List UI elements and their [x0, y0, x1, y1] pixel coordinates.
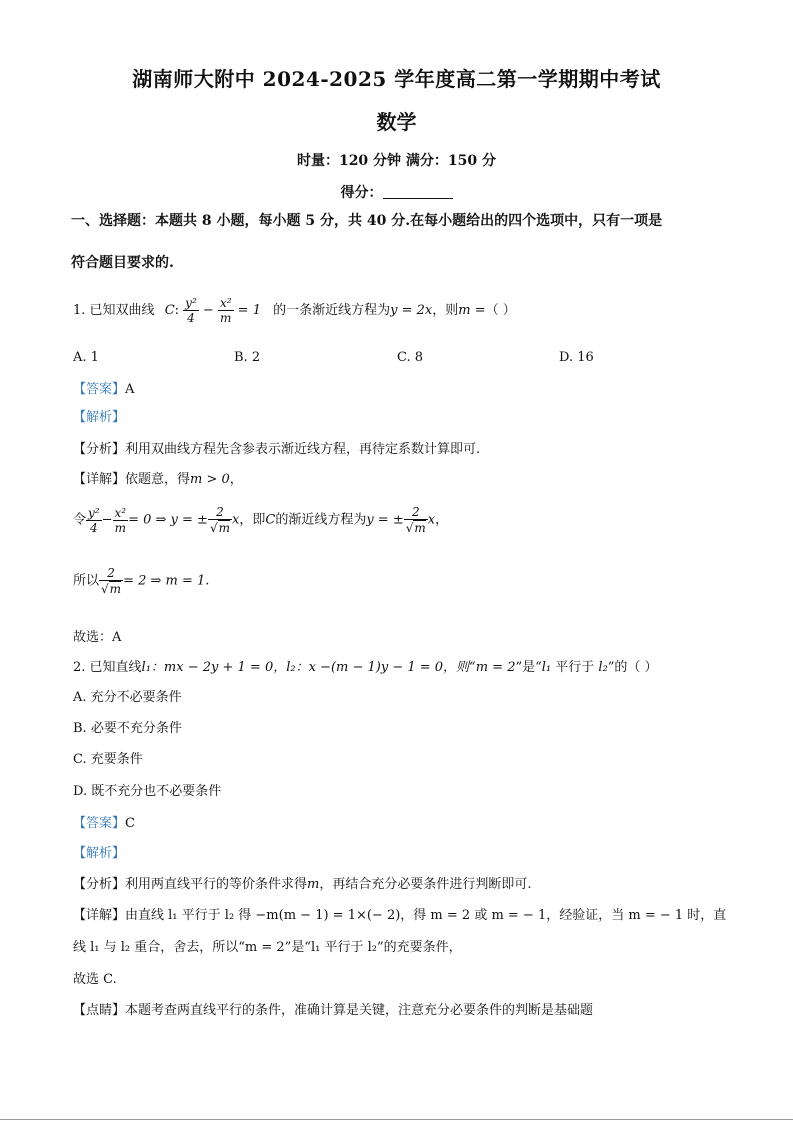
q1-end-comma: ， [435, 512, 449, 528]
q1-eq-zero: = 0 ⇒ y = ± [128, 512, 208, 528]
section-heading-line1: 一、选择题：本题共 8 小题，每小题 5 分，共 40 分.在每小题给出的四个选项中，只有一项是 [71, 213, 663, 229]
q1-curve-name: C [164, 303, 175, 318]
q2-l1: l₁ [141, 660, 151, 675]
q1-fenxi-tag: 【分析】 [73, 442, 126, 457]
q2-parallel: 平行于 [551, 660, 599, 675]
q2-l1b: l₁ [541, 660, 552, 675]
q2-option-d[interactable]: D. 既不充分也不必要条件 [73, 784, 222, 799]
q1-result-text: = 2 ⇒ m = 1. [123, 573, 210, 589]
subject-title: 数学 [376, 110, 417, 134]
q1-paren: （ ） [485, 303, 516, 318]
q2-answer [73, 815, 135, 833]
q1-derivation [73, 505, 448, 535]
q1-minus-b: − [101, 512, 113, 528]
q1-option-c[interactable]: C. 8 [397, 350, 424, 365]
q1-result [73, 566, 209, 596]
q1-detail-cond: m > 0 [190, 472, 230, 487]
q2-dianjing [73, 1002, 593, 1020]
q2-eq-l2: ：x −(m − 1)y − 1 = 0，则“ [295, 660, 476, 675]
page-title: 湖南师大附中 2024-2025 学年度高二第一学期期中考试 [132, 67, 661, 91]
q1-asym: y = 2x [390, 303, 433, 318]
q2-dianjing-tag: 【点睛】 [73, 1003, 126, 1018]
q2-l2: l₂ [286, 660, 296, 675]
q1-frac-result: $\frac{2}{√m}$ [101, 566, 122, 596]
score-field [0, 182, 793, 202]
q1-analysis-tag: 【解析】 [73, 410, 126, 425]
q1-xvar-b: x [427, 512, 436, 528]
q1-fenxi [73, 441, 480, 459]
q1-frac-y [183, 296, 199, 325]
q1-colon: : [174, 303, 180, 318]
q1-frac2-num: 2 [216, 505, 224, 519]
q2-detail-tag: 【详解】 [73, 908, 126, 923]
q1-x2-b: x² [114, 505, 127, 520]
q1-detail-text: 依题意，得 [125, 472, 191, 487]
q1-detail-tag: 【详解】 [73, 472, 126, 487]
section-heading-line2: 符合题目要求的. [71, 255, 174, 271]
q1-answer [73, 381, 134, 399]
q1-suoyi: 所以 [73, 573, 100, 589]
q1-option-a[interactable]: A. 1 [73, 350, 99, 365]
q2-mid: ”是“ [515, 660, 542, 675]
q2-option-b[interactable]: B. 必要不充分条件 [73, 721, 182, 736]
q1-ji-c: C [265, 512, 276, 528]
q1-answer-tag: 【答案】 [73, 382, 126, 397]
score-label: 得分： [340, 185, 383, 201]
q1-denm-b: m [113, 520, 129, 535]
q1-stem [73, 296, 516, 325]
score-blank[interactable] [383, 184, 453, 199]
q2-fenxi-text: 利用两直线平行的等价条件求得 [125, 877, 308, 892]
q2-answer-tag: 【答案】 [73, 816, 126, 831]
footer-divider [0, 1119, 793, 1120]
q1-x2: x² [219, 296, 232, 310]
q1-y-pm: y = ± [366, 512, 404, 528]
q1-detail-comma: ， [229, 472, 243, 487]
q1-mid: 的一条渐近线方程为 [273, 303, 391, 318]
q1-y2: y² [185, 296, 197, 310]
q1-sqrtm-b: m [414, 521, 426, 535]
q2-fenxi [73, 876, 532, 894]
q2-cond: m = 2 [475, 660, 516, 675]
q1-m-eq: m = [458, 303, 486, 318]
q1-den4-b: 4 [86, 520, 102, 535]
q1-minus: − [202, 303, 214, 318]
q1-y2-b: y² [88, 505, 100, 520]
q1-fenxi-text: 利用双曲线方程先含参表示渐近线方程，再待定系数计算即可. [125, 442, 481, 457]
q2-guxuan: 故选 C. [73, 972, 117, 987]
q2-fenxi-rest: ，再结合充分必要条件进行判断即可. [319, 877, 532, 892]
q2-analysis-tag: 【解析】 [73, 846, 126, 861]
q1-option-d[interactable]: D. 16 [559, 350, 594, 365]
q1-then: ，则 [432, 303, 459, 318]
q2-l2b: l₂ [598, 660, 608, 675]
q2-answer-value: C [125, 816, 135, 831]
q1-frac-x-2 [113, 506, 129, 535]
q1-frac2-num-c: 2 [107, 566, 115, 580]
time-info: 时量：120 分钟 满分：150 分 [296, 153, 497, 169]
q1-den4: 4 [183, 310, 199, 325]
q1-frac-y-2 [86, 506, 102, 535]
q2-stem-prefix: 2. 已知直线 [73, 660, 142, 675]
q1-xvar: x [232, 512, 240, 528]
q1-sqrtm-c: m [109, 582, 122, 596]
q2-stem [73, 659, 658, 677]
q2-option-c[interactable]: C. 充要条件 [73, 752, 143, 767]
q1-frac-x [218, 296, 234, 325]
q1-frac-2sqrtm: $\frac{2}{√m}$ [209, 505, 230, 535]
q1-guxuan: 故选：A [73, 630, 122, 645]
q2-fenxi-tag: 【分析】 [73, 877, 126, 892]
q2-option-a[interactable]: A. 充分不必要条件 [73, 690, 182, 705]
q2-detail-2: 线 l₁ 与 l₂ 重合，舍去，所以“m = 2”是“l₁ 平行于 l₂”的充要条件， [73, 940, 462, 955]
q2-fenxi-m: m [307, 877, 320, 892]
q1-ji: ，即 [239, 512, 266, 528]
q1-frac2-num-b: 2 [411, 505, 420, 519]
q2-detail-1 [73, 907, 726, 925]
q1-frac-2sqrtm-b: $\frac{2}{√m}$ [405, 505, 426, 535]
q2-end: ”的（ ） [607, 660, 658, 675]
q2-dianjing-text: 本题考查两直线平行的条件，准确计算是关键，注意充分必要条件的判断是基础题 [125, 1003, 594, 1018]
q1-sqrtm: m [218, 521, 230, 535]
q1-option-b[interactable]: B. 2 [234, 350, 261, 365]
q2-eq-l1: ：mx − 2y + 1 = 0， [150, 660, 287, 675]
q1-denm: m [218, 310, 234, 325]
q1-ji-rest: 的渐近线方程为 [275, 512, 367, 528]
q1-eq1: = 1 [237, 303, 261, 318]
q2-detail-line1: 由直线 l₁ 平行于 l₂ 得 −m(m − 1) = 1×(− 2)，得 m = 2 或 m = − 1，经验证，当 m = − 1 时，直 [125, 908, 727, 923]
q1-detail [73, 471, 243, 489]
q1-ling: 令 [73, 512, 87, 528]
q1-answer-value: A [125, 382, 135, 397]
q1-prefix: 1. 已知双曲线 [73, 303, 155, 318]
